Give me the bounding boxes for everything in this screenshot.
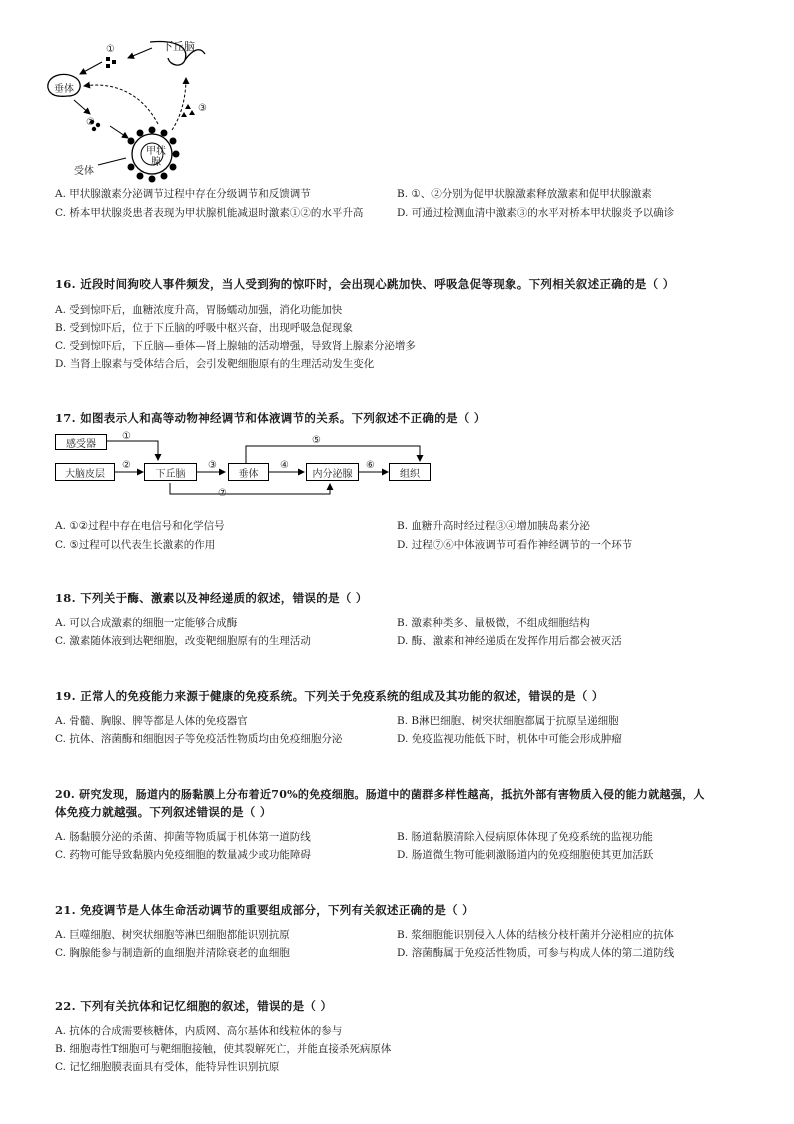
q17-option-d[interactable]: D. 过程⑦⑥中体液调节可看作神经调节的一个环节 [397,539,633,551]
thyroid-label-line2: 腺 [151,157,161,168]
box-tissue: 组织 [389,463,431,481]
q17-option-a[interactable]: A. ①②过程中存在电信号和化学信号 [55,520,225,532]
flow-n7: ⑦ [218,488,227,499]
flow-n5: ⑤ [312,435,321,446]
q18-option-b[interactable]: B. 激素种类多、量极微，不组成细胞结构 [397,617,590,629]
q22-option-c[interactable]: C. 记忆细胞膜表面具有受体，能特异性识别抗原 [55,1061,280,1073]
q16-option-b[interactable]: B. 受到惊吓后，位于下丘脑的呼吸中枢兴奋，出现呼吸急促现象 [55,322,353,334]
q18-option-a[interactable]: A. 可以合成激素的细胞一定能够合成酶 [55,617,238,629]
q15-option-c[interactable]: C. 桥本甲状腺炎患者表现为甲状腺机能减退时激素①②的水平升高 [55,207,364,219]
q22-option-a[interactable]: A. 抗体的合成需要核糖体，内质网、高尔基体和线粒体的参与 [55,1025,343,1037]
q20-title-line1: 20. 研究发现，肠道内的肠黏膜上分布着近70%的免疫细胞。肠道中的菌群多样性越高，抵抗外部有害物质入侵的能力就越强，人 [55,788,705,801]
thyroid-label-line1: 甲状 [146,146,166,157]
q19-option-b[interactable]: B. B淋巴细胞、树突状细胞都属于抗原呈递细胞 [397,715,619,727]
q22-title: 22. 下列有关抗体和记忆细胞的叙述，错误的是（ ） [55,999,333,1013]
q20-option-d[interactable]: D. 肠道微生物可能刺激肠道内的免疫细胞使其更加活跃 [397,849,654,861]
box-endocrine: 内分泌腺 [306,463,359,481]
receptor-label: 受体 [74,166,94,177]
q21-title: 21. 免疫调节是人体生命活动调节的重要组成部分，下列有关叙述正确的是（ ） [55,903,474,917]
box-cortex: 大脑皮层 [55,463,115,481]
q18-title: 18. 下列关于酶、激素以及神经递质的叙述，错误的是（ ） [55,591,368,605]
q19-title: 19. 正常人的免疫能力来源于健康的免疫系统。下列关于免疫系统的组成及其功能的叙述，错误的是（ ） [55,689,604,703]
box-pituitary: 垂体 [228,463,269,481]
box-receptor: 感受器 [55,434,107,450]
diagram-mark-3: ③ [198,103,207,114]
flow-n4: ④ [280,460,289,471]
diagram-mark-2: ② [86,117,95,128]
q20-option-c[interactable]: C. 药物可能导致黏膜内免疫细胞的数量减少或功能障碍 [55,849,311,861]
q16-title: 16. 近段时间狗咬人事件频发，当人受到狗的惊吓时，会出现心跳加快、呼吸急促等现象。下列相关叙述正确的是（ ） [55,277,675,291]
q21-option-a[interactable]: A. 巨噬细胞、树突状细胞等淋巴细胞都能识别抗原 [55,929,290,941]
q21-option-b[interactable]: B. 浆细胞能识别侵入人体的结核分枝杆菌并分泌相应的抗体 [397,929,674,941]
hypothalamus-label: 下丘脑 [162,40,195,53]
box-hypothalamus: 下丘脑 [144,463,197,481]
q17-title: 17. 如图表示人和高等动物神经调节和体液调节的关系。下列叙述不正确的是（ ） [55,411,486,425]
q20-title-line2: 体免疫力就越强。下列叙述错误的是（ ） [55,805,272,819]
q15-option-a[interactable]: A. 甲状腺激素分泌调节过程中存在分级调节和反馈调节 [55,188,311,200]
q20-option-b[interactable]: B. 肠道黏膜清除入侵病原体体现了免疫系统的监视功能 [397,831,653,843]
pituitary-label: 垂体 [54,84,74,95]
q17-option-c[interactable]: C. ⑤过程可以代表生长激素的作用 [55,539,216,551]
q18-option-c[interactable]: C. 激素随体液到达靶细胞，改变靶细胞原有的生理活动 [55,635,311,647]
q20-option-a[interactable]: A. 肠黏膜分泌的杀菌、抑菌等物质属于机体第一道防线 [55,831,311,843]
q22-option-b[interactable]: B. 细胞毒性T细胞可与靶细胞接触，使其裂解死亡，并能直接杀死病原体 [55,1043,392,1055]
q21-option-d[interactable]: D. 溶菌酶属于免疫活性物质，可参与构成人体的第二道防线 [397,947,675,959]
q21-option-c[interactable]: C. 胸腺能参与制造新的血细胞并清除衰老的血细胞 [55,947,290,959]
diagram-mark-1: ① [106,44,115,55]
flow-n1: ① [122,431,131,442]
q15-option-b[interactable]: B. ①、②分别为促甲状腺激素释放激素和促甲状腺激素 [397,188,652,200]
q16-option-c[interactable]: C. 受到惊吓后，下丘脑—垂体—肾上腺轴的活动增强，导致肾上腺素分泌增多 [55,340,416,352]
flow-n2: ② [122,460,131,471]
q19-option-a[interactable]: A. 骨髓、胸腺、脾等都是人体的免疫器官 [55,715,248,727]
q16-option-d[interactable]: D. 当肾上腺素与受体结合后，会引发靶细胞原有的生理活动发生变化 [55,358,375,370]
q19-option-d[interactable]: D. 免疫监视功能低下时，机体中可能会形成肿瘤 [397,733,622,745]
thyroid-label [146,146,166,168]
q17-option-b[interactable]: B. 血糖升高时经过程③④增加胰岛素分泌 [397,520,590,532]
q19-option-c[interactable]: C. 抗体、溶菌酶和细胞因子等免疫活性物质均由免疫细胞分泌 [55,733,343,745]
q18-option-d[interactable]: D. 酶、激素和神经递质在发挥作用后都会被灭活 [397,635,622,647]
flow-n3: ③ [208,460,217,471]
q15-option-d[interactable]: D. 可通过检测血清中激素③的水平对桥本甲状腺炎予以确诊 [397,207,675,219]
hormone-feedback-diagram [40,30,240,190]
flow-n6: ⑥ [366,460,375,471]
q16-option-a[interactable]: A. 受到惊吓后，血糖浓度升高，胃肠蠕动加强，消化功能加快 [55,304,343,316]
